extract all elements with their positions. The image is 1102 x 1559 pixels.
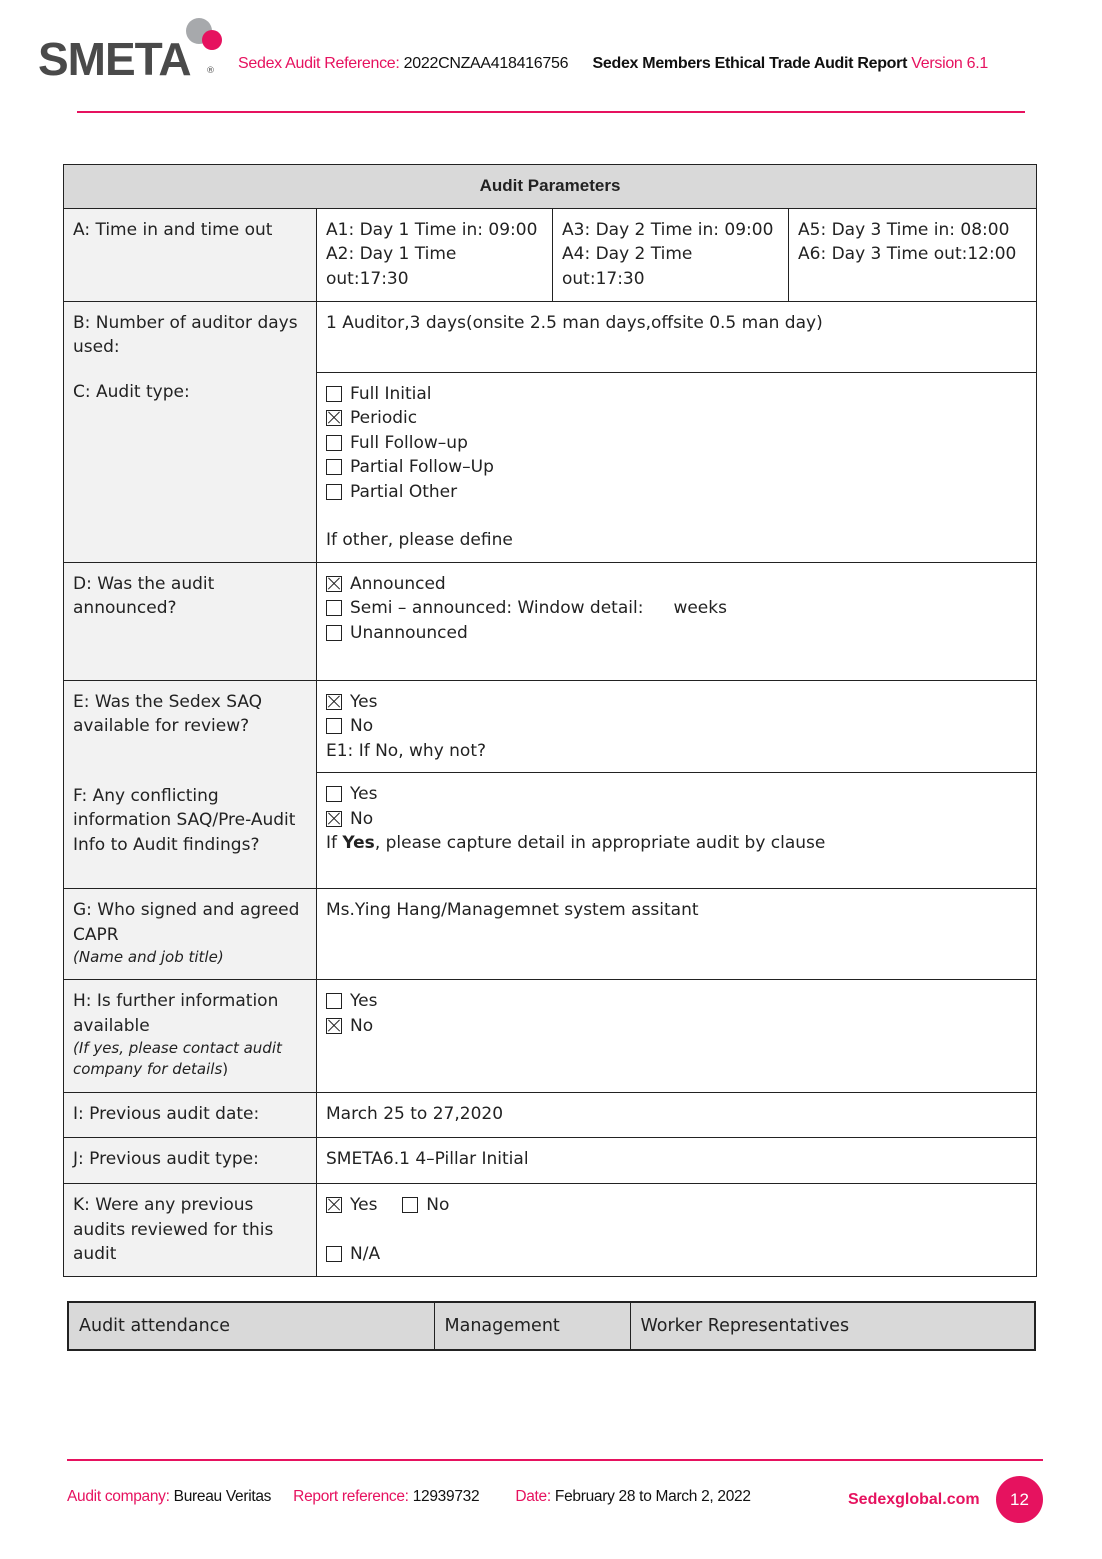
row-h-label: H: Is further information available (If yes, please contact audit company for details) xyxy=(64,980,317,1093)
e-option-yes[interactable]: Yes xyxy=(326,690,1027,715)
sedex-site-link[interactable]: Sedexglobal.com xyxy=(848,1491,980,1508)
header-reference-line xyxy=(238,55,988,73)
row-bc-label xyxy=(64,301,317,562)
option-announced[interactable]: Announced xyxy=(326,572,1027,597)
row-a-day2 xyxy=(553,208,789,301)
row-c-label: C: Audit type: xyxy=(73,381,190,402)
row-g-value: Ms.Ying Hang/Managemnet system assitant xyxy=(317,889,1037,980)
logo-registered-mark: ® xyxy=(206,66,215,76)
attendance-header: Audit attendance xyxy=(68,1302,434,1350)
logo-text: SMETA xyxy=(38,33,191,85)
checkbox-checked-icon[interactable] xyxy=(326,410,342,426)
page-header xyxy=(0,0,1102,120)
row-e-label: E: Was the Sedex SAQ available for review? xyxy=(73,691,263,736)
checkbox-icon[interactable] xyxy=(402,1197,418,1213)
row-a-label: A: Time in and time out xyxy=(64,208,317,301)
h-option-yes[interactable]: Yes xyxy=(326,989,1027,1014)
k-options-line xyxy=(326,1193,1027,1218)
a6-time-out: A6: Day 3 Time out:12:00 xyxy=(798,244,1017,264)
row-g-sublabel: (Name and job title) xyxy=(73,948,224,966)
a4-time-out: A4: Day 2 Time out:17:30 xyxy=(562,244,693,289)
audit-parameters-title: Audit Parameters xyxy=(64,165,1037,209)
row-f-options xyxy=(317,773,1037,889)
page-footer xyxy=(67,1488,751,1506)
audit-reference-value: 2022CNZAA418416756 xyxy=(403,55,569,72)
checkbox-checked-icon[interactable] xyxy=(326,576,342,592)
e1-prompt: E1: If No, why not? xyxy=(326,740,487,761)
option-semi-announced[interactable]: Semi – announced: Window detail: weeks xyxy=(326,596,1027,621)
header-divider xyxy=(77,111,1025,113)
other-define-prompt: If other, please define xyxy=(326,530,513,550)
a2-time-out: A2: Day 1 Time out:17:30 xyxy=(326,244,457,289)
f-option-yes[interactable]: Yes xyxy=(326,782,1027,807)
row-g-label: G: Who signed and agreed CAPR (Name and job title) xyxy=(64,889,317,980)
report-reference-label: Report reference: xyxy=(293,1488,409,1505)
date-label: Date: xyxy=(515,1488,551,1505)
audit-company-label: Audit company: xyxy=(67,1488,170,1505)
report-reference-value: 12939732 xyxy=(412,1488,480,1505)
row-i-value: March 25 to 27,2020 xyxy=(317,1093,1037,1138)
option-unannounced[interactable]: Unannounced xyxy=(326,621,1027,646)
checkbox-icon[interactable] xyxy=(326,600,342,616)
row-j-value: SMETA6.1 4–Pillar Initial xyxy=(317,1138,1037,1184)
row-a-day1 xyxy=(317,208,553,301)
attendance-worker-reps-header: Worker Representatives xyxy=(630,1302,1035,1350)
option-partial-other[interactable]: Partial Other xyxy=(326,480,1027,505)
checkbox-checked-icon[interactable] xyxy=(326,694,342,710)
logo-pink-dot xyxy=(202,30,222,50)
a3-time-in: A3: Day 2 Time in: 09:00 xyxy=(562,219,774,240)
option-periodic[interactable]: Periodic xyxy=(326,406,1027,431)
checkbox-icon[interactable] xyxy=(326,718,342,734)
row-k-label: K: Were any previous audits reviewed for this audit xyxy=(64,1184,317,1277)
window-weeks-unit: weeks xyxy=(673,598,727,618)
audit-attendance-table xyxy=(67,1301,1036,1351)
f-option-no[interactable]: No xyxy=(326,807,1027,832)
option-partial-follow-up[interactable]: Partial Follow–Up xyxy=(326,455,1027,480)
k-option-yes[interactable]: Yes xyxy=(326,1195,377,1215)
row-i-label: I: Previous audit date: xyxy=(64,1093,317,1138)
report-version: Version 6.1 xyxy=(911,55,989,72)
checkbox-icon[interactable] xyxy=(326,625,342,641)
e-option-no[interactable]: No xyxy=(326,714,1027,739)
row-h-sublabel: (If yes, please contact audit company for details) xyxy=(73,1039,282,1078)
h-option-no[interactable]: No xyxy=(326,1014,1027,1039)
checkbox-icon[interactable] xyxy=(326,993,342,1009)
row-h-options xyxy=(317,980,1037,1093)
checkbox-checked-icon[interactable] xyxy=(326,1018,342,1034)
k-option-no[interactable]: No xyxy=(402,1195,449,1215)
option-full-initial[interactable]: Full Initial xyxy=(326,382,1027,407)
row-d-label: D: Was the audit announced? xyxy=(64,562,317,680)
page-number-badge: 12 xyxy=(996,1476,1043,1523)
checkbox-checked-icon[interactable] xyxy=(326,811,342,827)
attendance-management-header: Management xyxy=(434,1302,630,1350)
checkbox-icon[interactable] xyxy=(326,484,342,500)
audit-company-value: Bureau Veritas xyxy=(173,1488,272,1505)
row-j-label: J: Previous audit type: xyxy=(64,1138,317,1184)
row-f-label: F: Any conflicting information SAQ/Pre-Audit Info to Audit findings? xyxy=(73,785,296,855)
smeta-logo xyxy=(38,18,238,88)
row-k-options xyxy=(317,1184,1037,1277)
checkbox-checked-icon[interactable] xyxy=(326,1197,342,1213)
audit-reference-label: Sedex Audit Reference: xyxy=(238,55,400,72)
row-b-value: 1 Auditor,3 days(onsite 2.5 man days,offsite 0.5 man day) xyxy=(317,301,1037,372)
checkbox-icon[interactable] xyxy=(326,386,342,402)
checkbox-icon[interactable] xyxy=(326,435,342,451)
row-e-options xyxy=(317,680,1037,773)
row-c-options xyxy=(317,372,1037,562)
row-b-label: B: Number of auditor days used: xyxy=(73,312,298,357)
a5-time-in: A5: Day 3 Time in: 08:00 xyxy=(798,219,1010,240)
footer-divider xyxy=(67,1459,1043,1461)
k-option-na[interactable]: N/A xyxy=(326,1242,1027,1267)
row-a-day3 xyxy=(789,208,1037,301)
checkbox-icon[interactable] xyxy=(326,1246,342,1262)
row-ef-label xyxy=(64,680,317,889)
audit-parameters-table xyxy=(63,164,1037,1277)
option-full-follow-up[interactable]: Full Follow–up xyxy=(326,431,1027,456)
f-note: If Yes, please capture detail in appropriate audit by clause xyxy=(326,833,826,853)
row-d-options xyxy=(317,562,1037,680)
report-title: Sedex Members Ethical Trade Audit Report xyxy=(592,55,908,72)
a1-time-in: A1: Day 1 Time in: 09:00 xyxy=(326,219,538,240)
checkbox-icon[interactable] xyxy=(326,459,342,475)
date-value: February 28 to March 2, 2022 xyxy=(554,1488,751,1505)
checkbox-icon[interactable] xyxy=(326,786,342,802)
